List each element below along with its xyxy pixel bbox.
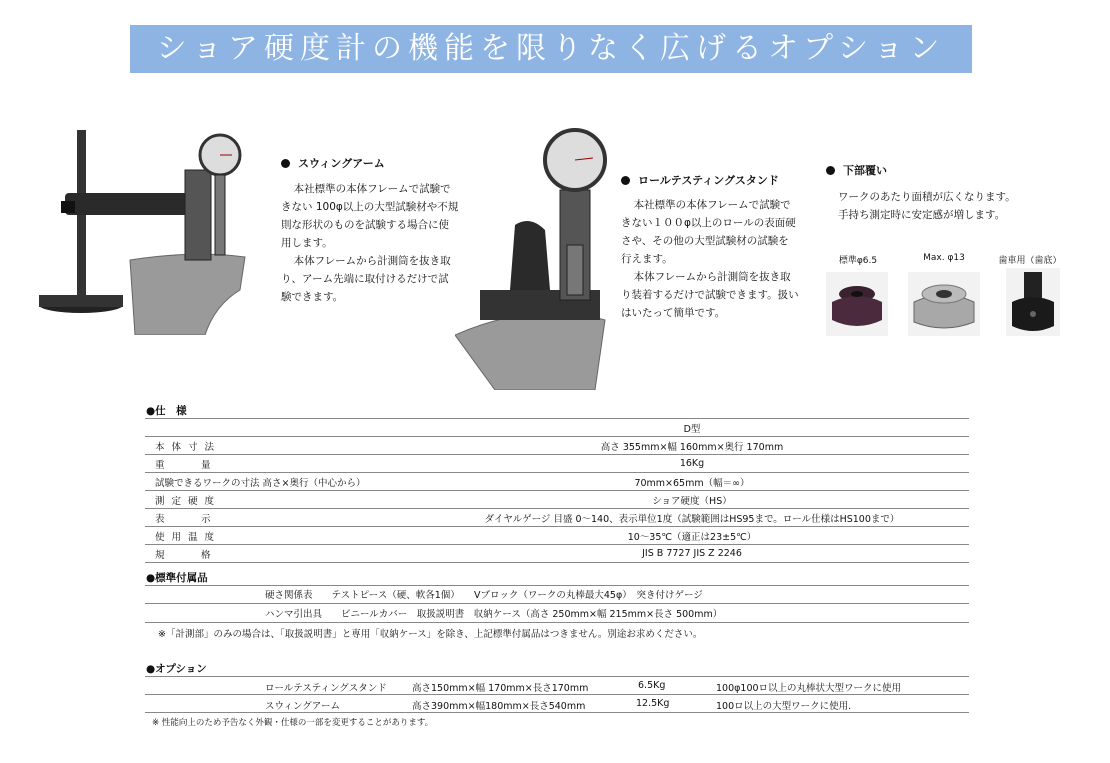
page-title: ショア硬度計の機能を限りなく広げるオプション <box>130 25 972 73</box>
roll-stand-p1: 本社標準の本体フレームで試験できない１００φ以上のロールの表面硬さや、その他の大型試験材の試験を行えます。 <box>621 199 796 265</box>
options-heading: ●オプション <box>146 663 207 675</box>
lower-cover-description <box>838 188 1098 224</box>
divider <box>145 676 969 677</box>
roll-stand-photo <box>455 125 620 390</box>
cover-caption-gear: 歯車用（歯底） <box>998 256 1062 266</box>
lower-cover-p2: 手持ち測定時に安定感が増します。 <box>838 209 1006 221</box>
divider <box>145 622 969 623</box>
spec-value: 70mm×65mm（幅＝∞） <box>415 473 969 491</box>
roll-stand-heading: ロールテスティングスタンド <box>621 172 779 188</box>
accessories-heading: ●標準付属品 <box>146 572 208 584</box>
spec-value: ショア硬度（HS） <box>415 491 969 509</box>
spec-heading: ●仕 様 <box>146 405 187 417</box>
table-row <box>145 527 969 545</box>
bullet-icon <box>826 166 835 175</box>
divider <box>145 712 969 713</box>
table-row <box>145 473 969 491</box>
swing-arm-description <box>281 180 459 306</box>
swing-arm-photo <box>35 125 275 335</box>
option-swing-weight: 12.5Kg <box>636 698 670 709</box>
divider <box>145 585 969 586</box>
table-row <box>145 419 969 437</box>
spec-label: 表 示 <box>145 509 415 527</box>
divider <box>145 694 969 695</box>
spec-value: 16Kg <box>415 455 969 473</box>
spec-label: 規 格 <box>145 545 415 563</box>
spec-value: 高さ 355mm×幅 160mm×奥行 170mm <box>415 437 969 455</box>
swing-arm-p2: 本体フレームから計測筒を抜き取り、アーム先端に取付けるだけで試験できます。 <box>281 255 451 303</box>
spec-label: 本 体 寸 法 <box>145 437 415 455</box>
table-row <box>145 437 969 455</box>
spec-value: D型 <box>415 419 969 437</box>
cover-standard-photo <box>826 272 888 336</box>
divider <box>145 603 969 604</box>
options-note: ※ 性能向上のため予告なく外観・仕様の一部を変更することがあります。 <box>152 718 434 728</box>
option-roll-size: 高さ150mm×幅 170mm×長さ170mm <box>412 683 589 694</box>
accessories-note: ※「計測部」のみの場合は、「取扱説明書」と専用「収納ケース」を除き、上記標準付属品はつきません。別途お求めください。 <box>158 629 703 640</box>
swing-arm-p1: 本社標準の本体フレームで試験できない 100φ以上の大型試験材や不規則な形状のものを試験する場合に使用します。 <box>281 183 459 249</box>
swing-arm-heading: スウィングアーム <box>281 155 385 171</box>
spec-label: 使 用 温 度 <box>145 527 415 545</box>
spec-label <box>145 419 415 437</box>
spec-value: 10〜35℃（適正は23±5℃） <box>415 527 969 545</box>
spec-label: 測 定 硬 度 <box>145 491 415 509</box>
table-row <box>145 509 969 527</box>
spec-value: ダイヤルゲージ 目盛 0〜140、表示単位1度（試験範囲はHS95まで。ロール仕様はHS100まで） <box>415 509 969 527</box>
accessories-row-1: 硬さ関係表 テストピース（硬、軟各1個） Vブロック（ワークの丸棒最大45φ） 突き付けゲージ <box>265 590 703 601</box>
cover-max-photo <box>908 272 980 336</box>
option-swing-size: 高さ390mm×幅180mm×長さ540mm <box>412 701 586 712</box>
lower-cover-heading: 下部覆い <box>826 162 887 178</box>
bullet-icon <box>281 159 290 168</box>
table-row <box>145 455 969 473</box>
spec-value: JIS B 7727 JIS Z 2246 <box>415 545 969 563</box>
option-swing-name: スウィングアーム <box>265 701 340 712</box>
spec-label: 重 量 <box>145 455 415 473</box>
cover-gear-photo <box>1006 268 1060 336</box>
spec-table <box>145 418 969 563</box>
option-swing-use: 100ロ以上の大型ワークに使用. <box>716 701 852 712</box>
option-roll-weight: 6.5Kg <box>638 680 666 691</box>
lower-cover-p1: ワークのあたり面積が広くなります。 <box>838 191 1016 203</box>
roll-stand-description <box>621 196 799 322</box>
bullet-icon <box>621 176 630 185</box>
table-row <box>145 491 969 509</box>
option-roll-use: 100φ100ロ以上の丸棒状大型ワークに使用 <box>716 683 902 694</box>
spec-label: 試験できるワークの寸法 高さ×奥行（中心から） <box>145 473 415 491</box>
accessories-row-2: ハンマ引出具 ビニールカバー 取扱説明書 収納ケース（高さ 250mm×幅 215mm×長さ 500mm） <box>265 609 723 620</box>
roll-stand-p2: 本体フレームから計測筒を抜き取り装着するだけで試験できます。扱いはいたって簡単です。 <box>621 271 799 319</box>
cover-caption-standard: 標準φ6.5 <box>838 256 878 266</box>
cover-caption-max: Max. φ13 <box>923 253 965 263</box>
table-row <box>145 545 969 563</box>
option-roll-name: ロールテスティングスタンド <box>265 683 387 694</box>
